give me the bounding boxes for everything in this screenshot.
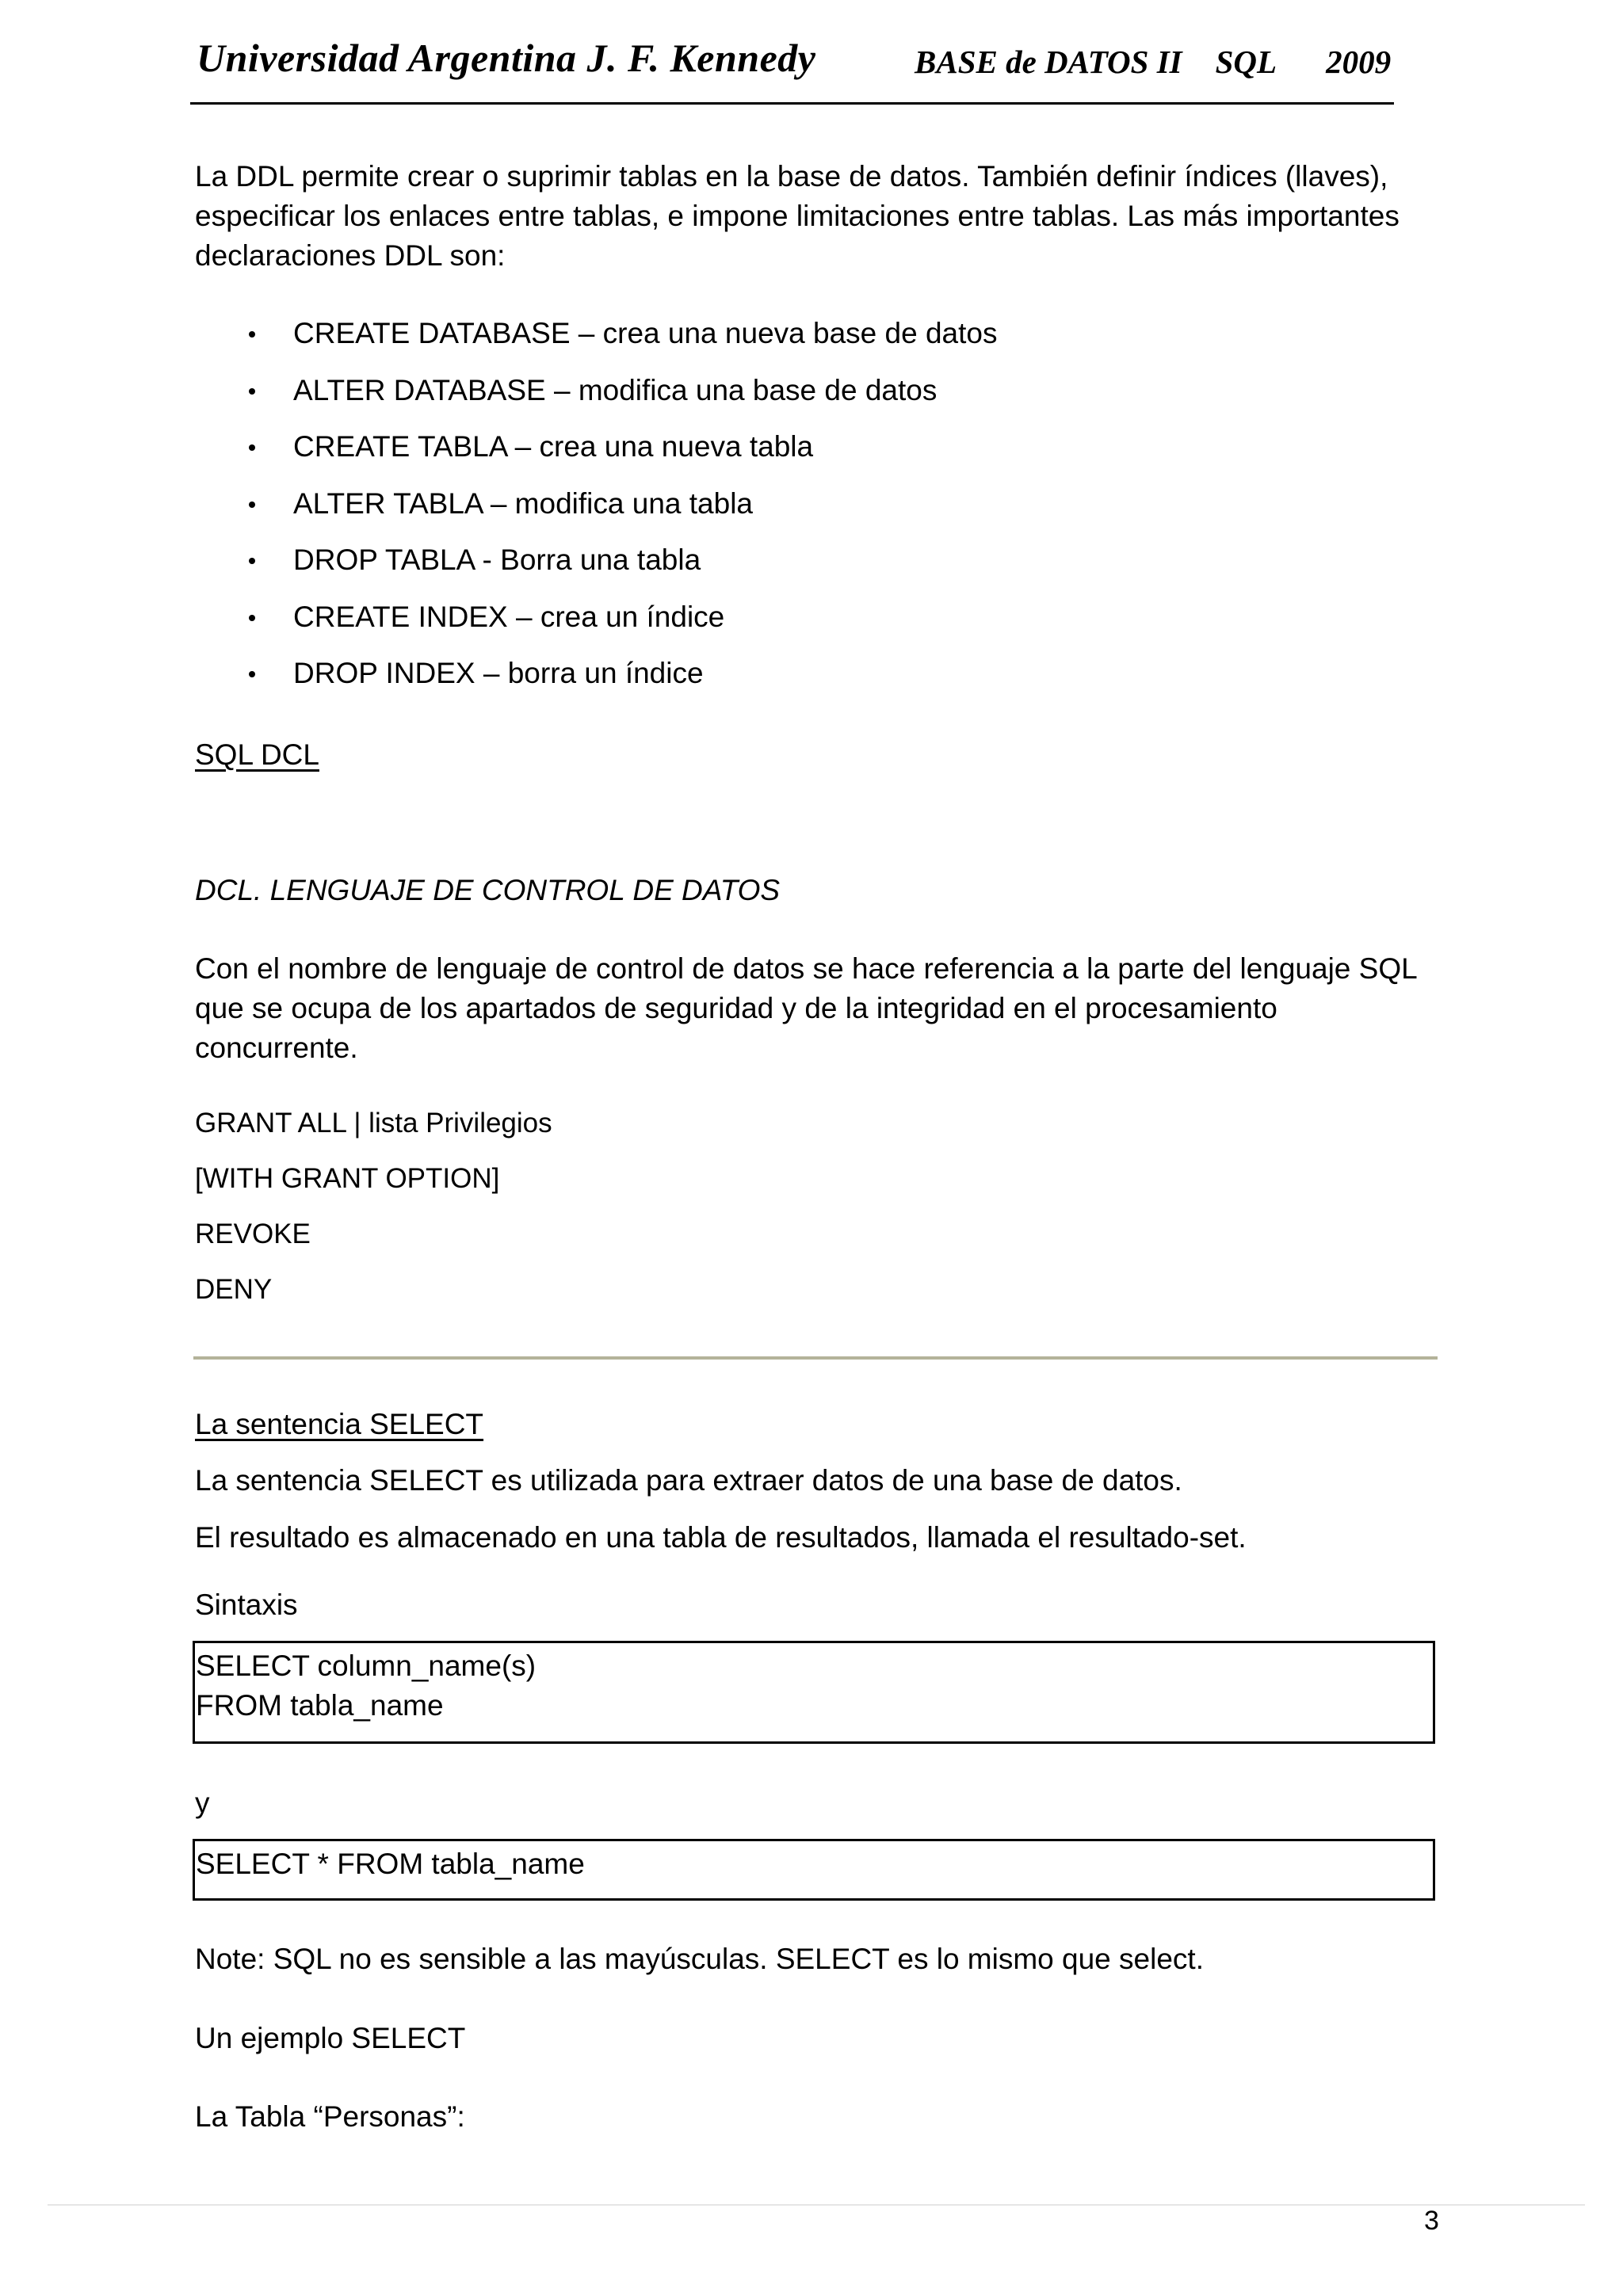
syntax-code-box-2 xyxy=(193,1839,1435,1901)
select-description-line1: La sentencia SELECT es utilizada para extraer datos de una base de datos. xyxy=(195,1464,1182,1497)
dcl-description: Con el nombre de lenguaje de control de datos se hace referencia a la parte del lenguaje SQL que se ocupa de los apartados de seguridad y de la integridad en el procesamiento concurrente. xyxy=(195,952,1417,1064)
header-divider xyxy=(190,102,1394,105)
bullet-icon xyxy=(249,558,255,564)
list-item xyxy=(238,484,997,541)
list-item-text: DROP INDEX – borra un índice xyxy=(293,657,704,689)
sql-dcl-heading: SQL DCL xyxy=(195,738,319,771)
header-course-info xyxy=(915,43,1391,81)
code-line: FROM tabla_name xyxy=(196,1689,444,1722)
bullet-icon xyxy=(249,671,255,677)
bullet-icon xyxy=(249,502,255,508)
note-text: Note: SQL no es sensible a las mayúsculas. SELECT es lo mismo que select. xyxy=(195,1943,1204,1975)
dcl-command-grant: GRANT ALL | lista Privilegios xyxy=(195,1108,552,1138)
code-line: SELECT * FROM tabla_name xyxy=(196,1848,585,1880)
page-number: 3 xyxy=(1424,2206,1439,2236)
syntax-label: Sintaxis xyxy=(195,1589,298,1621)
list-item-text: ALTER DATABASE – modifica una base de datos xyxy=(293,373,938,406)
connector-text: y xyxy=(195,1787,210,1819)
code-line: SELECT column_name(s) xyxy=(196,1650,537,1682)
header-university-title: Universidad Argentina J. F. Kennedy xyxy=(197,36,816,80)
list-item-text: CREATE INDEX – crea un índice xyxy=(293,600,725,633)
dcl-command-revoke: REVOKE xyxy=(195,1219,311,1249)
example-label: Un ejemplo SELECT xyxy=(195,2022,466,2054)
bullet-icon xyxy=(249,615,255,621)
list-item xyxy=(238,540,997,597)
ddl-statement-list xyxy=(238,314,997,711)
select-description-line2: El resultado es almacenado en una tabla de resultados, llamada el resultado-set. xyxy=(195,1521,1247,1554)
list-item-text: ALTER TABLA – modifica una tabla xyxy=(293,486,753,520)
header-course: BASE de DATOS II xyxy=(915,44,1182,80)
ddl-intro-paragraph: La DDL permite crear o suprimir tablas en la base de datos. También definir índices (llaves), especificar los enlaces entre tablas, e impone limitaciones entre tablas. Las más importantes declaraciones DDL son: xyxy=(195,160,1400,272)
list-item-text: CREATE DATABASE – crea una nueva base de datos xyxy=(293,317,998,349)
footer-divider xyxy=(48,2204,1585,2206)
list-item xyxy=(238,597,997,654)
bullet-icon xyxy=(249,331,255,338)
list-item-text: CREATE TABLA – crea una nueva tabla xyxy=(293,430,814,463)
list-item-text: DROP TABLA - Borra una tabla xyxy=(293,543,701,576)
select-heading: La sentencia SELECT xyxy=(195,1408,484,1440)
dcl-command-grant-option: [WITH GRANT OPTION] xyxy=(195,1163,500,1194)
header-year: 2009 xyxy=(1326,44,1392,80)
section-divider xyxy=(193,1356,1438,1360)
dcl-command-deny: DENY xyxy=(195,1274,273,1305)
header-topic: SQL xyxy=(1215,44,1277,80)
syntax-code-box xyxy=(193,1641,1435,1744)
list-item xyxy=(238,314,997,371)
bullet-icon xyxy=(249,444,255,451)
dcl-subheading: DCL. LENGUAJE DE CONTROL DE DATOS xyxy=(195,874,781,906)
list-item xyxy=(238,654,997,711)
table-label: La Tabla “Personas”: xyxy=(195,2100,465,2133)
bullet-icon xyxy=(249,388,255,395)
list-item xyxy=(238,427,997,484)
list-item xyxy=(238,371,997,428)
